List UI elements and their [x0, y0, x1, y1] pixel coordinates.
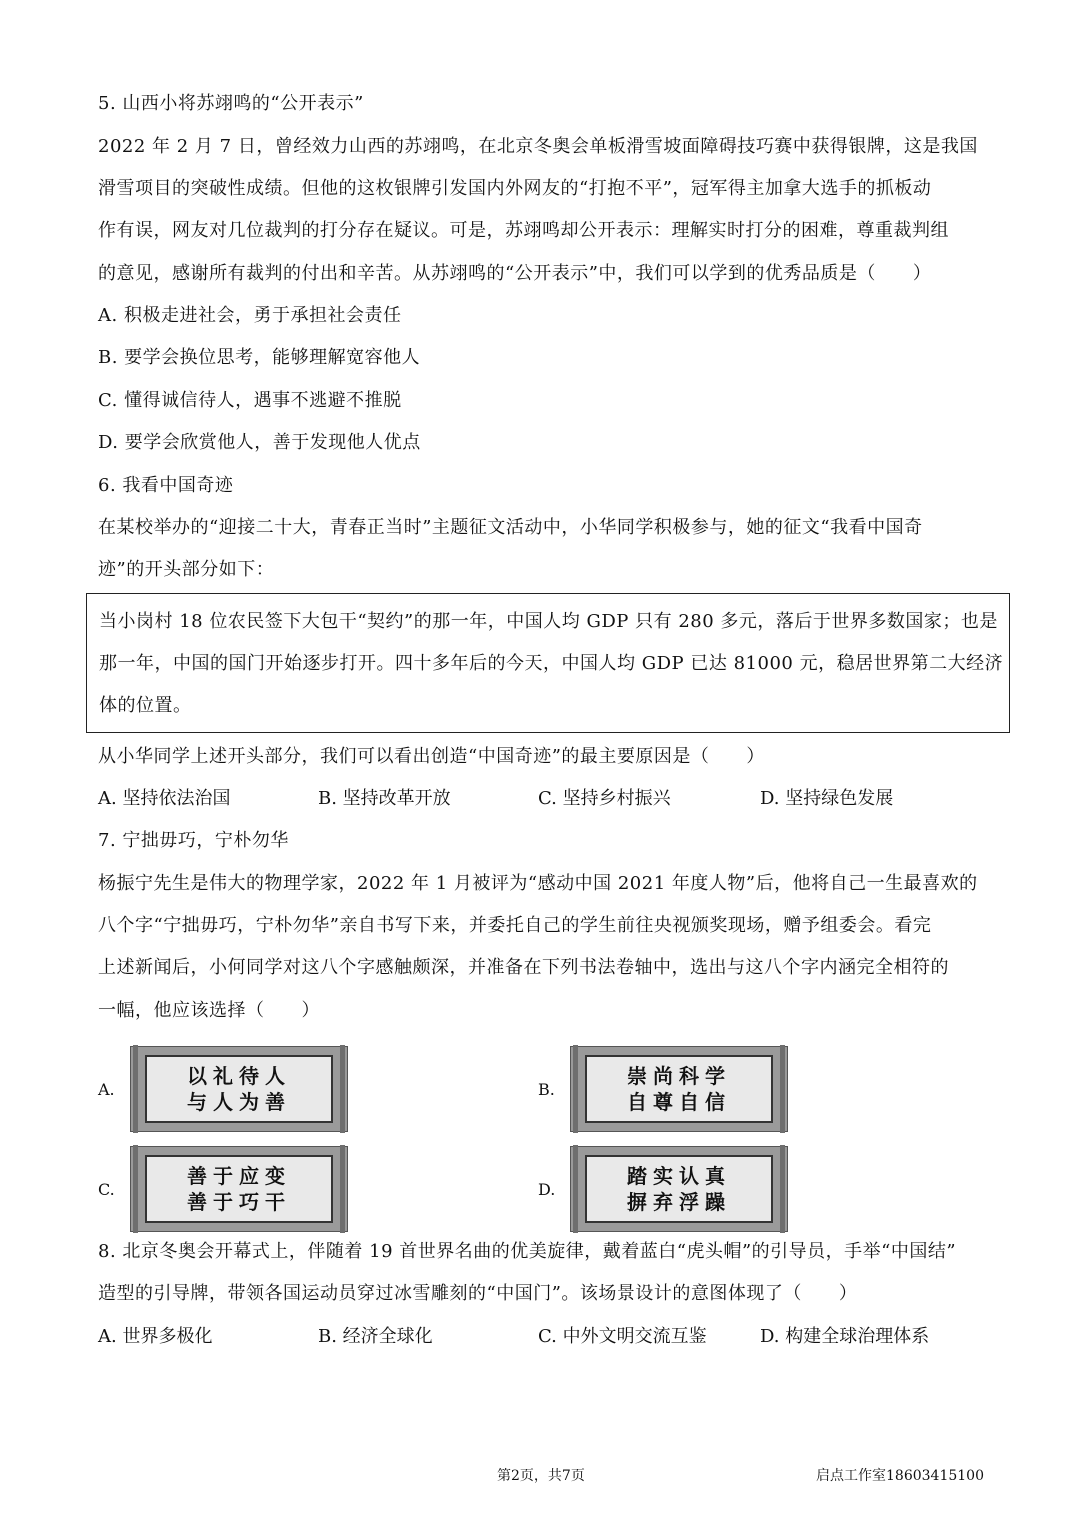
q7-scroll-d	[570, 1146, 788, 1232]
q5-option-a: A. 积极走进社会，勇于承担社会责任	[98, 305, 402, 326]
q7-scroll-a	[130, 1046, 348, 1132]
q6-intro-line: 迹”的开头部分如下：	[98, 559, 275, 580]
q8-body-line: 8. 北京冬奥会开幕式上，伴随着 19 首世界名曲的优美旋律，戴着蓝白“虎头帽”的引导员，手举“中国结”	[98, 1241, 957, 1262]
scroll-text-line: 善于应变	[187, 1164, 291, 1188]
q5-body-line: 2022 年 2 月 7 日，曾经效力山西的苏翊鸣，在北京冬奥会单板滑雪坡面障碍技巧赛中获得银牌，这是我国	[98, 136, 978, 157]
q6-title: 6. 我看中国奇迹	[98, 475, 234, 496]
q8-option-d: D. 构建全球治理体系	[760, 1326, 930, 1347]
q6-option-d: D. 坚持绿色发展	[760, 788, 894, 809]
q7-body-line: 八个字“宁拙毋巧，宁朴勿华”亲自书写下来，并委托自己的学生前往央视颁奖现场，赠予组委会。看完	[98, 915, 932, 936]
studio-contact: 启点工作室18603415100	[816, 1468, 984, 1484]
q7-scroll-c-label: C.	[98, 1180, 115, 1199]
q7-body-line: 上述新闻后，小何同学对这八个字感触颇深，并准备在下列书法卷轴中，选出与这八个字内涵完全相符的	[98, 957, 949, 978]
q5-title: 5. 山西小将苏翊鸣的“公开表示”	[98, 93, 364, 114]
q8-option-c: C. 中外文明交流互鉴	[538, 1326, 707, 1347]
scroll-text-line: 与人为善	[187, 1090, 291, 1114]
scroll-text-line: 崇尚科学	[627, 1064, 731, 1088]
q7-title: 7. 宁拙毋巧，宁朴勿华	[98, 830, 289, 851]
page-number: 第2页，共7页	[497, 1468, 585, 1484]
q7-scroll-a-label: A.	[98, 1080, 115, 1099]
scroll-text-line: 踏实认真	[627, 1164, 731, 1188]
q7-scroll-b-label: B.	[538, 1080, 555, 1099]
q6-passage-box	[86, 593, 1010, 733]
q6-option-a: A. 坚持依法治国	[98, 788, 231, 809]
q7-scroll-c	[130, 1146, 348, 1232]
q8-body-line: 造型的引导牌，带领各国运动员穿过冰雪雕刻的“中国门”。该场景设计的意图体现了（ ）	[98, 1283, 858, 1304]
q6-option-b: B. 坚持改革开放	[318, 788, 451, 809]
q5-body-line: 滑雪项目的突破性成绩。但他的这枚银牌引发国内外网友的“打抱不平”，冠军得主加拿大选手的抓板动	[98, 178, 932, 199]
q8-option-a: A. 世界多极化	[98, 1326, 213, 1347]
q5-option-c: C. 懂得诚信待人，遇事不逃避不推脱	[98, 390, 402, 411]
scroll-text-line: 摒弃浮躁	[627, 1190, 731, 1214]
q5-option-d: D. 要学会欣赏他人，善于发现他人优点	[98, 432, 421, 453]
q8-option-b: B. 经济全球化	[318, 1326, 433, 1347]
q6-passage-line: 当小岗村 18 位农民签下大包干“契约”的那一年，中国人均 GDP 只有 280 多元，落后于世界多数国家；也是	[99, 611, 998, 632]
q6-passage-line: 那一年，中国的国门开始逐步打开。四十多年后的今天，中国人均 GDP 已达 81000 元，稳居世界第二大经济	[99, 653, 1004, 674]
q6-question: 从小华同学上述开头部分，我们可以看出创造“中国奇迹”的最主要原因是（ ）	[98, 746, 765, 767]
scroll-text-line: 以礼待人	[187, 1064, 291, 1088]
scroll-text-line: 自尊自信	[627, 1090, 731, 1114]
q7-body-line: 一幅，他应该选择（ ）	[98, 1000, 320, 1021]
q5-option-b: B. 要学会换位思考，能够理解宽容他人	[98, 347, 421, 368]
q5-body-line: 的意见，感谢所有裁判的付出和辛苦。从苏翊鸣的“公开表示”中，我们可以学到的优秀品质是（ ）	[98, 263, 932, 284]
q6-intro-line: 在某校举办的“迎接二十大，青春正当时”主题征文活动中，小华同学积极参与，她的征文“我看中国奇	[98, 517, 923, 538]
q7-scroll-d-label: D.	[538, 1180, 556, 1199]
q5-body-line: 作有误，网友对几位裁判的打分存在疑议。可是，苏翊鸣却公开表示：理解实时打分的困难，尊重裁判组	[98, 220, 949, 241]
q6-passage-line: 体的位置。	[99, 695, 192, 716]
q6-option-c: C. 坚持乡村振兴	[538, 788, 671, 809]
scroll-text-line: 善于巧干	[187, 1190, 291, 1214]
q7-scroll-b	[570, 1046, 788, 1132]
q7-body-line: 杨振宁先生是伟大的物理学家，2022 年 1 月被评为“感动中国 2021 年度人物”后，他将自己一生最喜欢的	[98, 873, 978, 894]
